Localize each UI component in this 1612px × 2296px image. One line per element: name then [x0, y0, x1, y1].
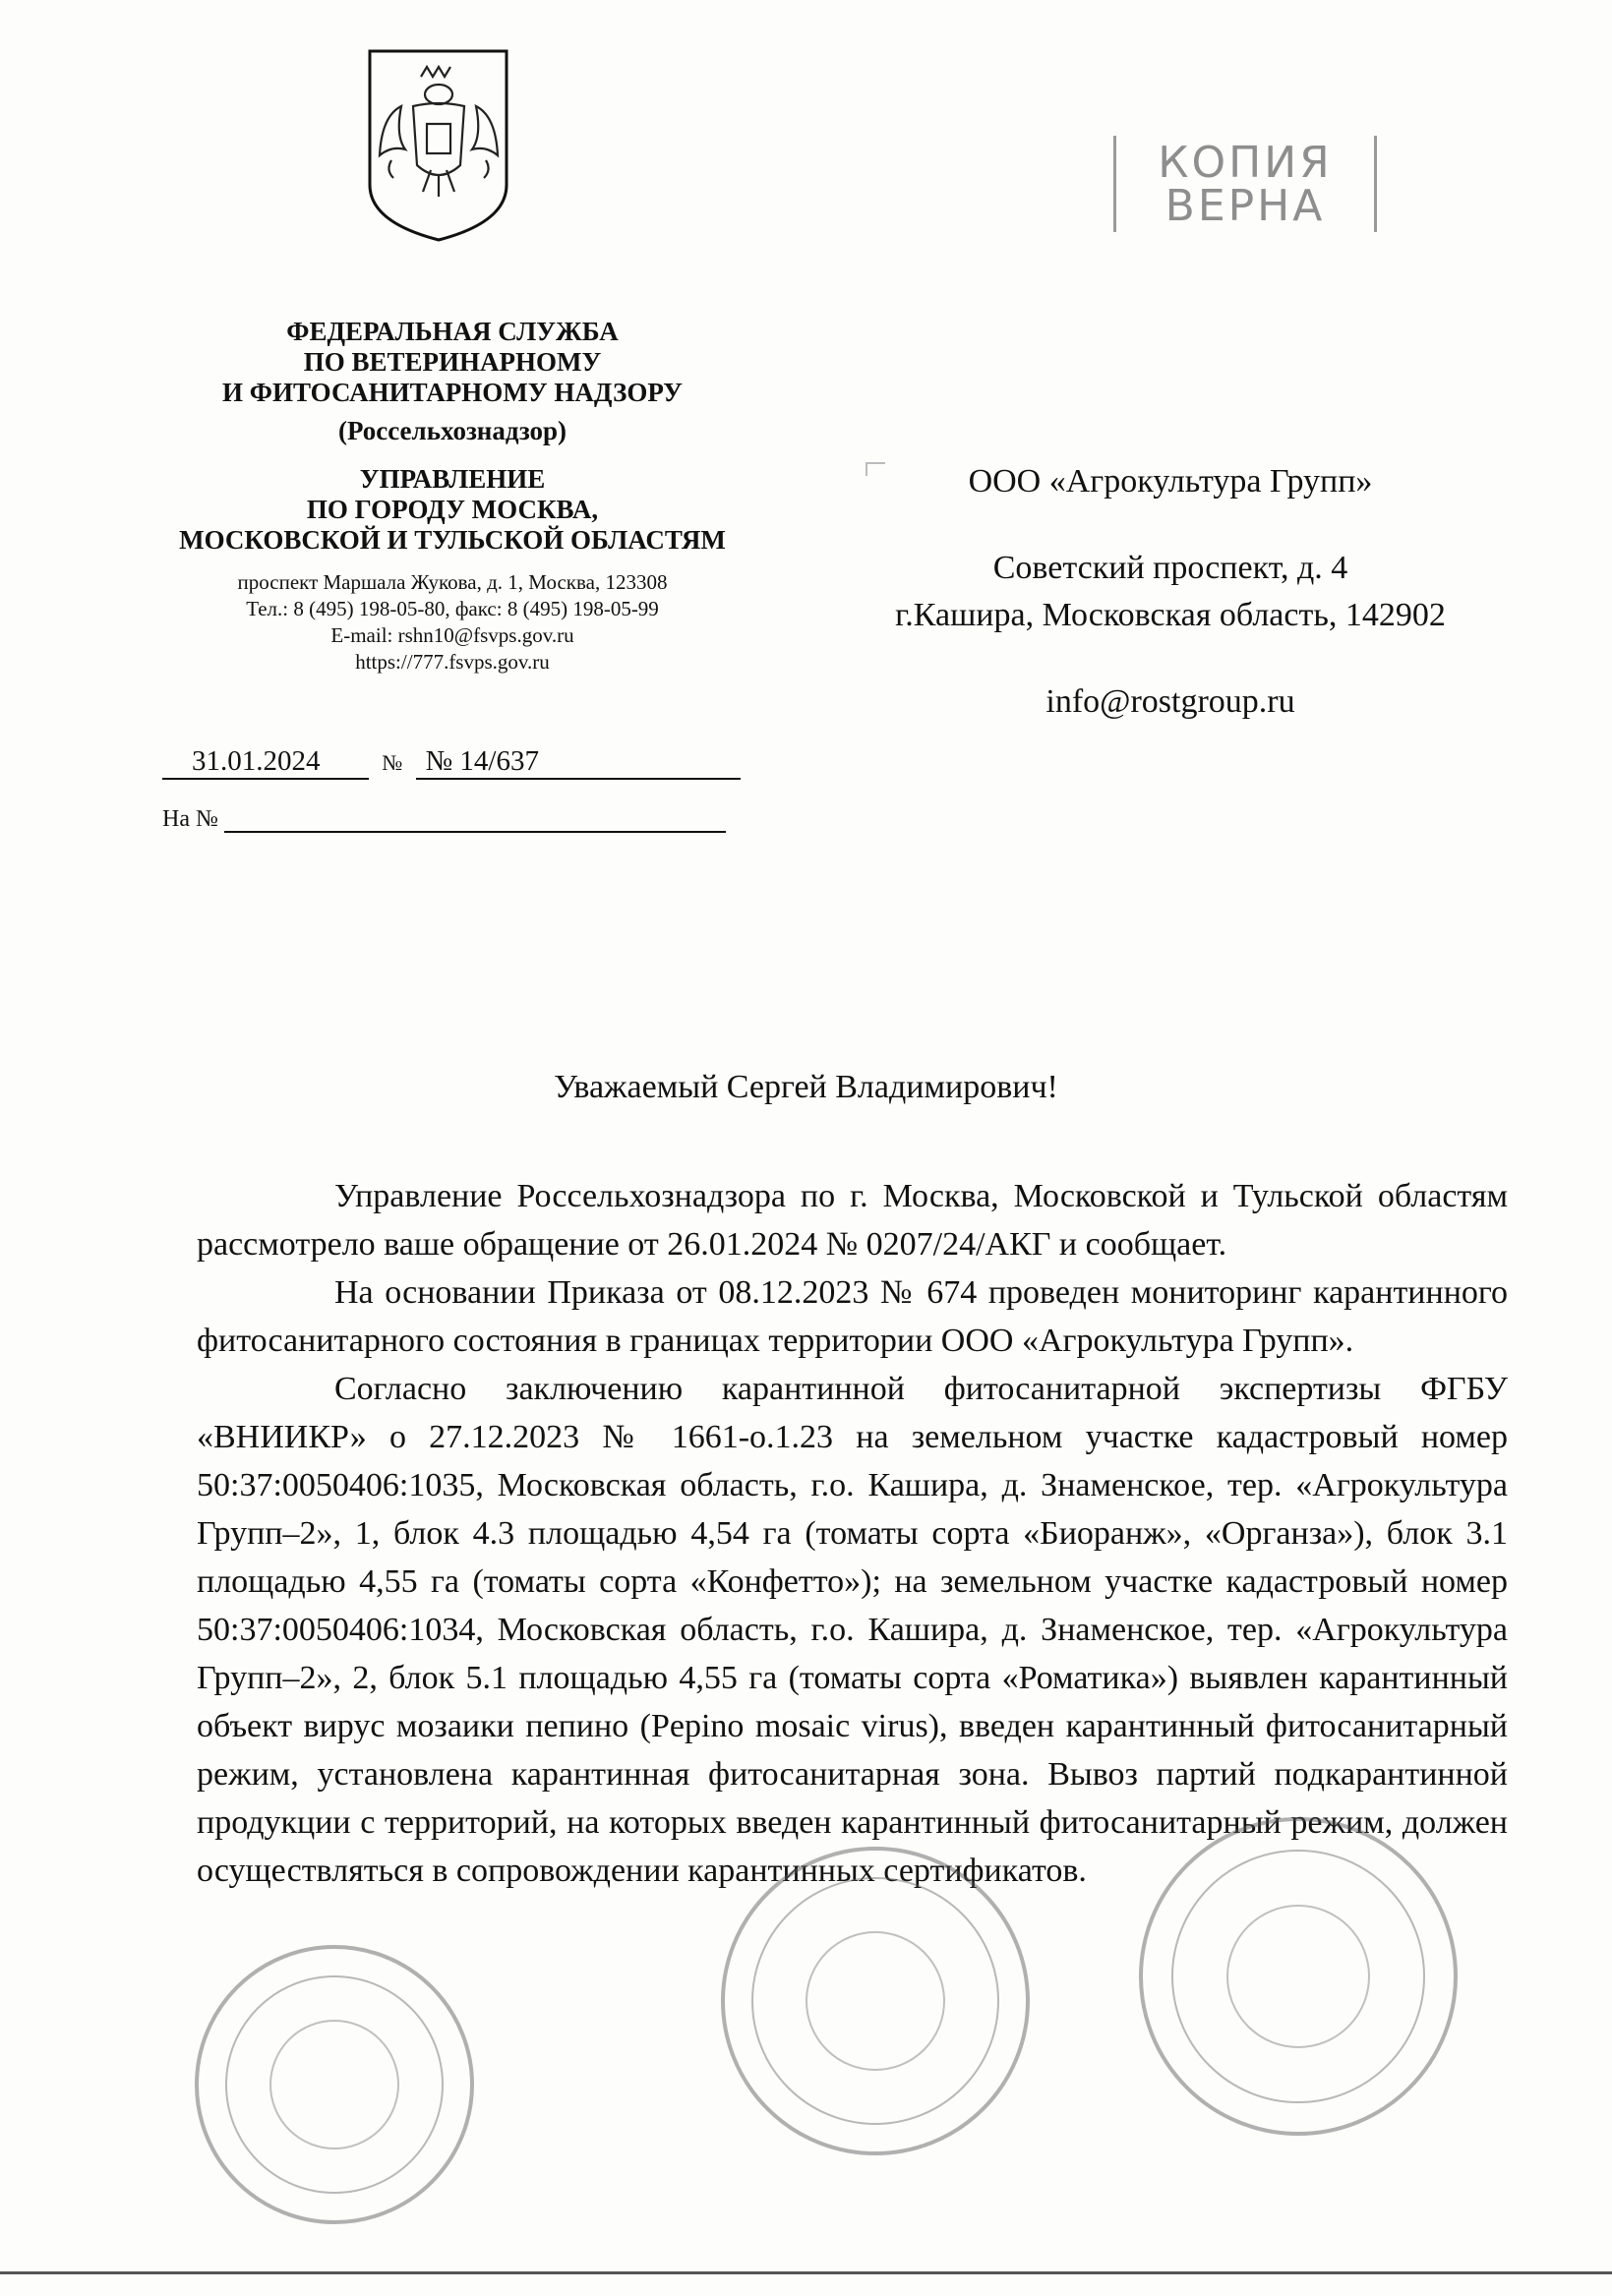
- department-line-2: ПО ГОРОДУ МОСКВА,: [306, 495, 599, 524]
- department-line-1: УПРАВЛЕНИЕ: [359, 464, 546, 494]
- agency-address: проспект Маршала Жукова, д. 1, Москва, 123308: [237, 570, 668, 594]
- recipient-city: г.Кашира, Московская область, 142902: [895, 597, 1446, 633]
- reply-reference-line: [162, 806, 752, 833]
- department-line-3: МОСКОВСКОЙ И ТУЛЬСКОЙ ОБЛАСТЯМ: [179, 525, 726, 555]
- salutation: Уважаемый Сергей Владимирович!: [554, 1069, 1058, 1105]
- agency-website: https://777.fsvps.gov.ru: [355, 650, 550, 674]
- letterhead: [157, 317, 747, 676]
- round-seal-right: [1131, 1809, 1465, 2144]
- agency-email: E-mail: rshn10@fsvps.gov.ru: [330, 623, 574, 647]
- letter-date: 31.01.2024: [162, 745, 369, 780]
- agency-name-line-1: ФЕДЕРАЛЬНАЯ СЛУЖБА: [286, 317, 619, 346]
- recipient-company: ООО «Агрокультура Групп»: [968, 463, 1373, 500]
- coat-of-arms-emblem: [362, 47, 514, 244]
- body-paragraph-3: Согласно заключению карантинной фитосанитарной экспертизы ФГБУ «ВНИИКР» о 27.12.2023 № 1661-о.1.23 на земельном участке кадастровый номер 50:37:0050406:1035, Московская область, г.о. Кашира, д. Знаменское, тер. «Агрокультура Групп–2», 1, блок 4.3 площадью 4,54 га (томаты сорта «Биоранж», «Органза»), блок 3.1 площадью 4,55 га (томаты сорта «Конфетто»); на земельном участке кадастровый номер 50:37:0050406:1034, Московская область, г.о. Кашира, д. Знаменское, тер. «Агрокультура Групп–2», 2, блок 5.1 площадью 4,55 га (томаты сорта «Роматика») выявлен карантинный объект вирус мозаики пепино (Pepino mosaic virus), введен карантинный фитосанитарный режим, установлена карантинная фитосанитарная зона. Вывоз партий подкарантинной продукции с территорий, на которых введен карантинный фитосанитарный режим, должен осуществляться в сопровождении карантинных сертификатов.: [197, 1371, 1508, 1889]
- reply-number-label: На №: [162, 806, 218, 832]
- letter-body: [197, 1172, 1508, 1895]
- round-seal-left: [187, 1937, 482, 2232]
- letter-number: № 14/637: [416, 745, 741, 780]
- body-paragraph-1: Управление Россельхознадзора по г. Москва, Московской и Тульской областям рассмотрело ваше обращение от 26.01.2024 № 0207/24/АКГ и сообщает.: [197, 1178, 1508, 1263]
- stamp-line-2: ВЕРНА: [1164, 181, 1326, 231]
- copy-verified-stamp: [1113, 136, 1377, 232]
- agency-name-line-3: И ФИТОСАНИТАРНОМУ НАДЗОРУ: [222, 378, 683, 407]
- round-seal-center: [713, 1839, 1038, 2163]
- registration-line: [162, 745, 752, 780]
- recipient-street: Советский проспект, д. 4: [992, 550, 1348, 586]
- stamp-line-1: КОПИЯ: [1158, 138, 1333, 188]
- scan-bottom-edge: [0, 2271, 1612, 2274]
- reply-number-blank: [224, 809, 726, 833]
- recipient-email: info@rostgroup.ru: [1045, 683, 1295, 720]
- number-label: №: [382, 750, 403, 775]
- recipient-block: [836, 462, 1505, 722]
- agency-name-line-2: ПО ВЕТЕРИНАРНОМУ: [303, 347, 602, 377]
- body-paragraph-2: На основании Приказа от 08.12.2023 № 674 проведен мониторинг карантинного фитосанитарного состояния в границах территории ООО «Агрокультура Групп».: [197, 1274, 1508, 1359]
- agency-phone: Тел.: 8 (495) 198-05-80, факс: 8 (495) 198-05-99: [246, 597, 659, 620]
- agency-short-name: (Россельхознадзор): [337, 416, 567, 445]
